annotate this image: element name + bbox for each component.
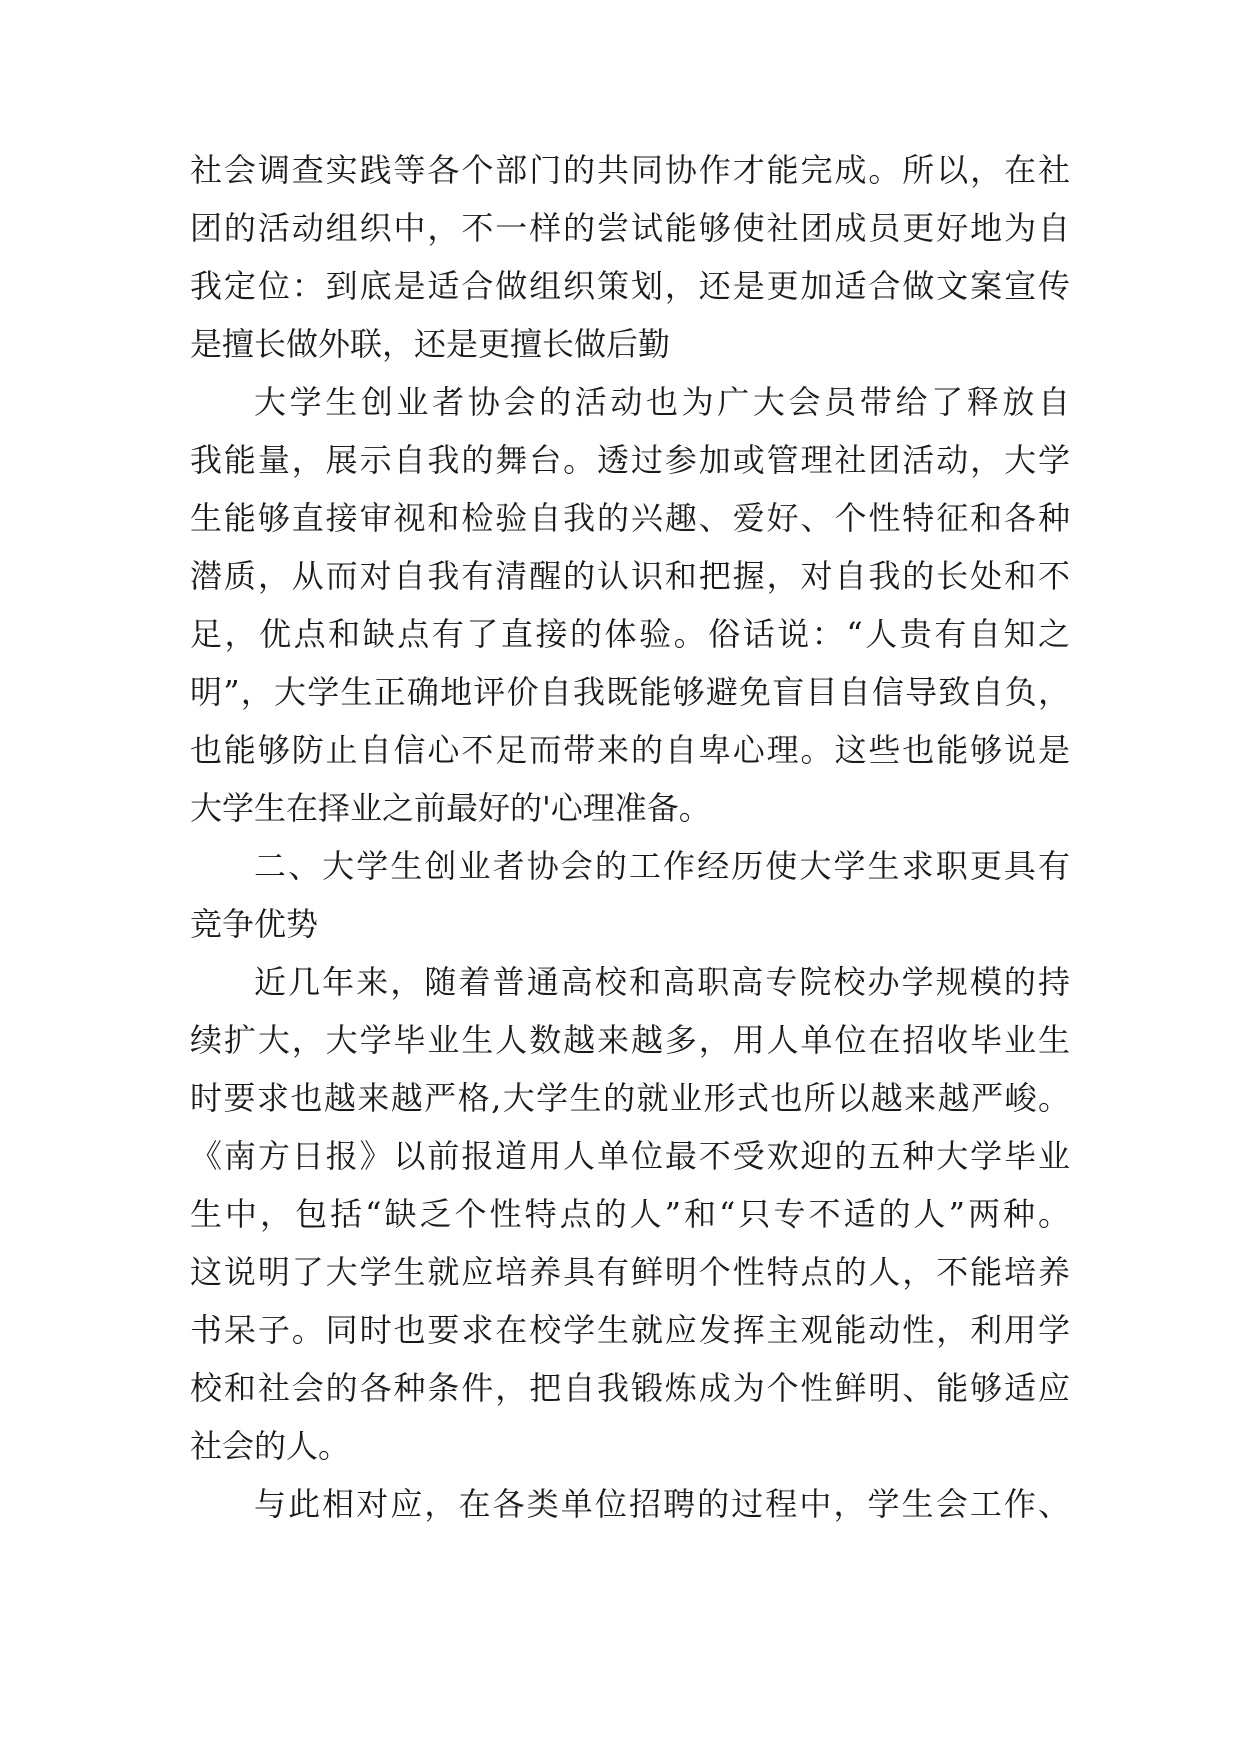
text-line: 续扩大，大学毕业生人数越来越多，用人单位在招收毕业生 [190, 1021, 1070, 1059]
text-line: 书呆子。同时也要求在校学生就应发挥主观能动性，利用学 [190, 1311, 1070, 1349]
text-line: 大学生在择业之前最好的'心理准备。 [190, 789, 711, 827]
text-line: 是擅长做外联，还是更擅长做后勤 [190, 325, 671, 363]
text-line: 也能够防止自信心不足而带来的自卑心理。这些也能够说是 [190, 731, 1070, 769]
text-line: 我能量，展示自我的舞台。透过参加或管理社团活动，大学 [190, 441, 1070, 479]
text-line: 足，优点和缺点有了直接的体验。俗话说：“人贵有自知之 [190, 615, 1070, 653]
section-heading: 二、大学生创业者协会的工作经历使大学生求职更具有 [254, 847, 1070, 885]
text-line: 团的活动组织中，不一样的尝试能够使社团成员更好地为自 [190, 209, 1070, 247]
text-line: 时要求也越来越严格,大学生的就业形式也所以越来越严峻。 [190, 1079, 1070, 1117]
paragraph-first-line: 近几年来，随着普通高校和高职高专院校办学规模的持 [254, 963, 1070, 1001]
text-line: 社会调查实践等各个部门的共同协作才能完成。所以，在社 [190, 151, 1070, 189]
text-line: 校和社会的各种条件，把自我锻炼成为个性鲜明、能够适应 [190, 1369, 1070, 1407]
text-line: 我定位：到底是适合做组织策划，还是更加适合做文案宣传 [190, 267, 1070, 305]
section-heading-continued: 竞争优势 [190, 905, 319, 943]
text-line: 明”，大学生正确地评价自我既能够避免盲目自信导致自负， [190, 673, 1070, 711]
text-line: 这说明了大学生就应培养具有鲜明个性特点的人，不能培养 [190, 1253, 1070, 1291]
text-line: 社会的人。 [190, 1427, 351, 1465]
paragraph-first-line: 与此相对应，在各类单位招聘的过程中，学生会工作、 [254, 1485, 1070, 1523]
text-line: 生中，包括“缺乏个性特点的人”和“只专不适的人”两种。 [190, 1195, 1070, 1233]
text-line: 生能够直接审视和检验自我的兴趣、爱好、个性特征和各种 [190, 499, 1070, 537]
text-line: 潜质，从而对自我有清醒的认识和把握，对自我的长处和不 [190, 557, 1070, 595]
paragraph-first-line: 大学生创业者协会的活动也为广大会员带给了释放自 [254, 383, 1070, 421]
text-line: 《南方日报》以前报道用人单位最不受欢迎的五种大学毕业 [190, 1137, 1070, 1175]
